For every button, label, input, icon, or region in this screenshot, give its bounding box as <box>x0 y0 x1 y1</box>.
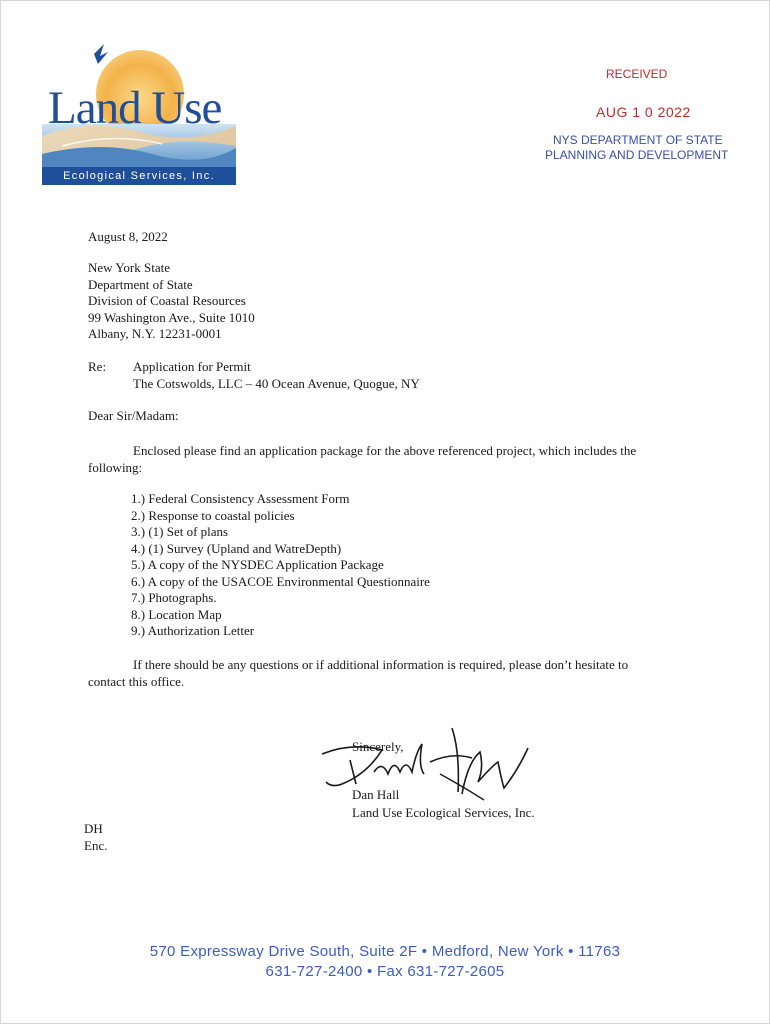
company-tagline: Ecological Services, Inc. <box>42 167 236 185</box>
typist-initials: DH <box>84 821 103 836</box>
paragraph-line: contact this office. <box>88 673 185 689</box>
enclosure-item: 9.) Authorization Letter <box>131 623 255 638</box>
handwritten-signature <box>312 722 552 802</box>
recipient-line: Albany, N.Y. 12231-0001 <box>88 326 222 341</box>
recipient-address <box>88 260 255 343</box>
enclosure-item: 1.) Federal Consistency Assessment Form <box>131 491 350 506</box>
footer-address: 570 Expressway Drive South, Suite 2F • Medford, New York • 11763 <box>149 943 621 960</box>
enclosure-item: 2.) Response to coastal policies <box>131 507 295 523</box>
closing-paragraph <box>88 657 628 690</box>
closing: Sincerely, <box>352 739 404 754</box>
recipient-line: Division of Coastal Resources <box>88 293 246 308</box>
subject-line: Application for Permit <box>133 359 251 374</box>
paragraph-line: If there should be any questions or if additional information is required, please don’t hesitate to <box>133 657 629 672</box>
paragraph-line: following: <box>88 459 143 475</box>
recipient-line: Department of State <box>88 276 193 292</box>
stamp-date: AUG 1 0 2022 <box>596 104 691 120</box>
salutation: Dear Sir/Madam: <box>88 408 179 423</box>
enclosure-item: 5.) A copy of the NYSDEC Application Package <box>131 557 384 572</box>
re-label: Re: <box>88 359 107 374</box>
enclosure-item: 6.) A copy of the USACOE Environmental Questionnaire <box>131 573 430 589</box>
company-name: Land Use <box>48 82 222 134</box>
company-logo <box>42 36 238 186</box>
subject-lines <box>133 359 420 392</box>
enclosure-item: 4.) (1) Survey (Upland and WatreDepth) <box>131 540 342 556</box>
letter-date: August 8, 2022 <box>88 229 168 244</box>
stamp-department: NYS DEPARTMENT OF STATE <box>553 133 723 147</box>
intro-paragraph <box>88 443 636 476</box>
recipient-line: 99 Washington Ave., Suite 1010 <box>88 309 255 325</box>
subject-line: The Cotswolds, LLC – 40 Ocean Avenue, Quogue, NY <box>133 375 420 391</box>
stamp-received: RECEIVED <box>606 67 668 81</box>
enclosure-item: 8.) Location Map <box>131 606 222 622</box>
paragraph-line: Enclosed please find an application package for the above referenced project, which includes the <box>133 443 637 458</box>
enclosure-list <box>131 491 430 640</box>
enclosure-item: 3.) (1) Set of plans <box>131 524 229 539</box>
stamp-division: PLANNING AND DEVELOPMENT <box>545 148 729 162</box>
recipient-line: New York State <box>88 260 170 275</box>
signer-name: Dan Hall <box>352 787 400 802</box>
enclosure-notation: Enc. <box>84 838 108 853</box>
enclosure-item: 7.) Photographs. <box>131 590 217 605</box>
signer-company: Land Use Ecological Services, Inc. <box>352 805 535 820</box>
footer-phone: 631-727-2400 • Fax 631-727-2605 <box>265 963 505 980</box>
